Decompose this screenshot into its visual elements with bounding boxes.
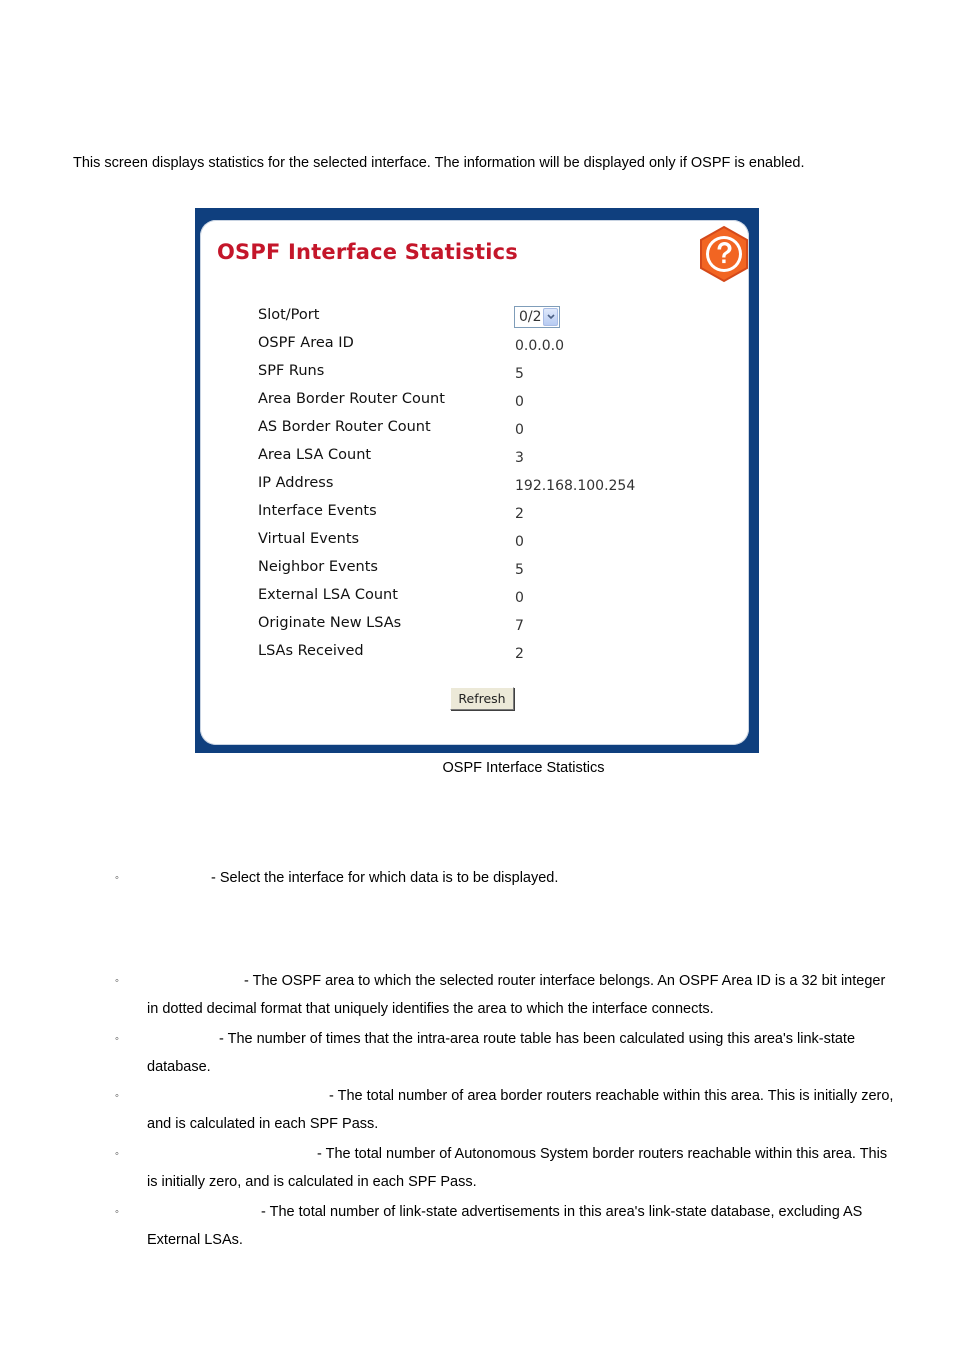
description-text-continued: External LSAs. <box>147 1232 243 1248</box>
stat-row-virtual-events <box>258 527 728 555</box>
stat-row-interface-events <box>258 499 728 527</box>
intro-paragraph: This screen displays statistics for the selected interface. The information will be displayed only if OSPF is enabled. <box>73 155 805 171</box>
stat-row-neighbor-events <box>258 555 728 583</box>
stat-value: 2 <box>515 646 524 662</box>
description-text: - The total number of area border routers reachable within this area. This is initially zero, <box>329 1088 894 1104</box>
slot-port-select-value: 0/2 <box>519 309 542 325</box>
panel-title: OSPF Interface Statistics <box>217 240 518 264</box>
description-text-continued: in dotted decimal format that uniquely identifies the area to which the interface connects. <box>147 1001 714 1017</box>
description-text-continued: database. <box>147 1059 211 1075</box>
stat-value: 0.0.0.0 <box>515 338 564 354</box>
stat-row-area-lsa-count <box>258 443 728 471</box>
stat-value: 0 <box>515 422 524 438</box>
stat-row-ip-address <box>258 471 728 499</box>
stat-label: Interface Events <box>258 503 377 519</box>
stat-label: SPF Runs <box>258 363 325 379</box>
question-mark-icon[interactable] <box>695 225 753 283</box>
stat-label: Slot/Port <box>258 307 320 323</box>
stat-label: Area LSA Count <box>258 447 372 463</box>
stat-row-originate-new-lsas <box>258 611 728 639</box>
stat-row-ospf-area-id <box>258 331 728 359</box>
description-text: - The total number of Autonomous System border routers reachable within this area. This <box>317 1146 888 1162</box>
stat-label: LSAs Received <box>258 643 364 659</box>
description-text-continued: and is calculated in each SPF Pass. <box>147 1116 379 1132</box>
bullet-icon: ◦ <box>115 1090 119 1102</box>
stat-label: External LSA Count <box>258 587 398 603</box>
stat-label: AS Border Router Count <box>258 419 431 435</box>
stat-value: 5 <box>515 562 524 578</box>
stat-row-spf-runs <box>258 359 728 387</box>
bullet-icon: ◦ <box>115 1148 119 1160</box>
description-text-continued: is initially zero, and is calculated in each SPF Pass. <box>147 1174 477 1190</box>
stat-value: 3 <box>515 450 524 466</box>
stat-row-area-border-router-count <box>258 387 728 415</box>
stat-label: OSPF Area ID <box>258 335 354 351</box>
bullet-icon: ◦ <box>115 975 119 987</box>
stat-value: 2 <box>515 506 524 522</box>
stat-label: Originate New LSAs <box>258 615 402 631</box>
slot-port-select[interactable] <box>514 306 560 328</box>
stat-label: Neighbor Events <box>258 559 378 575</box>
stat-label: Virtual Events <box>258 531 360 547</box>
dropdown-button[interactable] <box>543 308 558 326</box>
stat-value: 0 <box>515 394 524 410</box>
bullet-icon: ◦ <box>115 1206 119 1218</box>
bullet-icon: ◦ <box>115 872 119 884</box>
stat-value: 0 <box>515 590 524 606</box>
stat-row-lsas-received <box>258 639 728 667</box>
refresh-button[interactable]: Refresh <box>450 687 514 710</box>
stat-label: Area Border Router Count <box>258 391 445 407</box>
stats-table <box>258 303 728 667</box>
description-text: - The total number of link-state advertisements in this area's link-state database, excluding AS <box>261 1204 863 1220</box>
chevron-down-icon <box>547 314 555 320</box>
description-text: - The OSPF area to which the selected router interface belongs. An OSPF Area ID is a 32 bit integer <box>244 973 886 989</box>
stat-value: 7 <box>515 618 524 634</box>
stat-row-as-border-router-count <box>258 415 728 443</box>
stat-value: 5 <box>515 366 524 382</box>
panel-content <box>200 220 749 745</box>
stat-value: 0 <box>515 534 524 550</box>
stat-label: IP Address <box>258 475 334 491</box>
stat-value: 192.168.100.254 <box>515 478 636 494</box>
screenshot-panel <box>195 208 759 753</box>
description-text: - Select the interface for which data is to be displayed. <box>211 870 559 886</box>
description-text: - The number of times that the intra-area route table has been calculated using this area's link-state <box>219 1031 856 1047</box>
figure-caption: OSPF Interface Statistics <box>442 760 605 776</box>
stat-row-external-lsa-count <box>258 583 728 611</box>
bullet-icon: ◦ <box>115 1033 119 1045</box>
stat-row-slot-port <box>258 303 728 331</box>
